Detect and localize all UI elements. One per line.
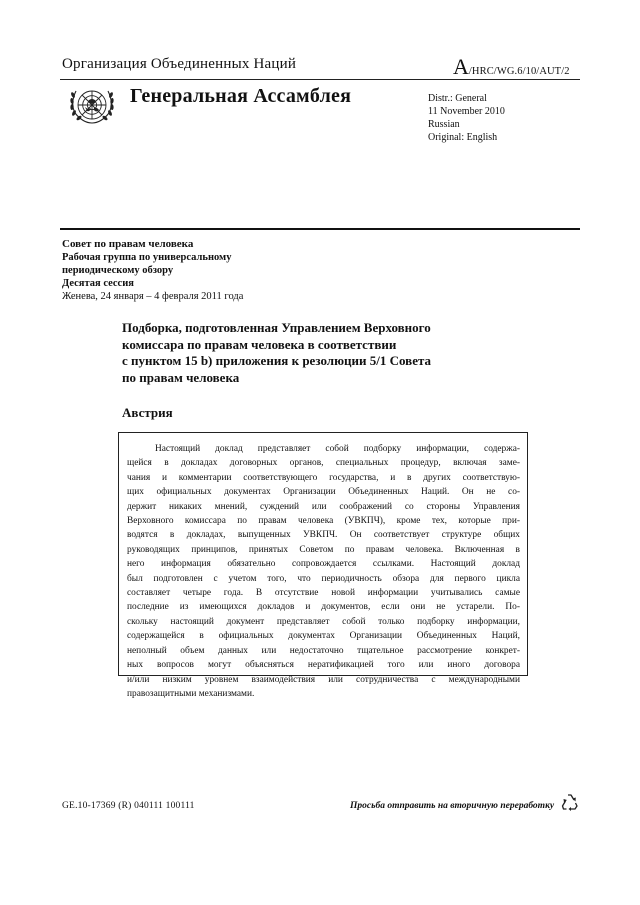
summary-text — [127, 442, 520, 701]
summary-line: правозащитными механизмами. — [127, 688, 255, 699]
summary-line: скольку настоящий документ представляет собой только подборку информации, — [127, 616, 520, 627]
council-name: Совет по правам человека — [62, 238, 194, 250]
title-line: по правам человека — [122, 369, 240, 385]
title-line: комиссара по правам человека в соответствии — [122, 336, 397, 352]
meeting-block — [62, 238, 243, 303]
summary-line: водятся в докладах, выпущенных УВКПЧ. Он соответствует структуре общих — [127, 530, 520, 541]
summary-line: содержащейся в официальных документах Организации Объединенных Наций, — [127, 631, 520, 642]
recycle-note: Просьба отправить на вторичную переработку — [350, 801, 555, 811]
distribution-block — [428, 92, 505, 144]
document-title — [122, 320, 542, 386]
summary-line: руководящих принципов, принятых Советом по правам человека. Включенная в — [127, 544, 520, 555]
general-assembly-title: Генеральная Ассамблея — [130, 85, 352, 107]
summary-line: него информация обязательно сопровождается ссылками. Настоящий доклад — [127, 559, 520, 570]
summary-line: неполный объем данных или недостаточно тщательное рассмотрение конкрет- — [127, 645, 520, 656]
organization-name: Организация Объединенных Наций — [62, 56, 297, 72]
working-group-line-2: периодическому обзору — [62, 265, 174, 276]
summary-line: держит никаких мнений, суждений или соображений со стороны Управления — [127, 501, 520, 512]
summary-line: составляет четыре года. В отсутствие новой информации учитывались самые — [127, 588, 520, 599]
summary-line: Верховного комиссара по правам человека (УВКПЧ), кроме тех, которые при- — [127, 516, 520, 527]
summary-line: был подготовлен с учетом того, что периодичность обзора для первого цикла — [127, 573, 520, 584]
summary-line: последние из имеющихся докладов и документов, если они не устарели. По- — [127, 602, 520, 613]
session-name: Десятая сессия — [62, 278, 134, 289]
title-line: Подборка, подготовленная Управлением Верховного — [122, 320, 431, 335]
document-symbol — [453, 54, 570, 80]
title-line: с пунктом 15 b) приложения к резолюции 5/1 Совета — [122, 353, 432, 368]
masthead-rule — [60, 228, 580, 230]
document-symbol-code: /HRC/WG.6/10/AUT/2 — [468, 66, 570, 77]
recycle-icon — [560, 792, 580, 812]
job-number: GE.10-17369 (R) 040111 100111 — [62, 801, 195, 811]
working-group-line-1: Рабочая группа по универсальному — [62, 252, 232, 263]
session-place-date: Женева, 24 января – 4 февраля 2011 года — [62, 291, 244, 302]
document-language: Russian — [428, 119, 460, 130]
summary-line: щейся в докладах договорных органов, специальных процедур, включая заме- — [127, 458, 520, 469]
summary-line: и/или низким уровнем взаимодействия или сотрудничества с международными — [127, 674, 520, 685]
summary-line: Настоящий доклад представляет собой подборку информации, содержа- — [155, 444, 520, 454]
original-language: Original: English — [428, 132, 498, 143]
country-heading: Австрия — [122, 405, 173, 420]
summary-line: чания и комментарии соответствующего государства, и в других соответствую- — [127, 472, 520, 483]
document-symbol-prefix: A — [453, 54, 469, 79]
un-emblem-icon — [66, 83, 118, 131]
summary-line: ных вопросов могут объясняться нератификацией того или иного договора — [127, 660, 520, 671]
header-rule — [60, 79, 580, 80]
distribution-type: Distr.: General — [428, 93, 487, 104]
document-date: 11 November 2010 — [428, 106, 505, 117]
summary-line: щих официальных документах Организации Объединенных Наций. Он не со- — [127, 487, 520, 498]
summary-box — [118, 432, 528, 699]
